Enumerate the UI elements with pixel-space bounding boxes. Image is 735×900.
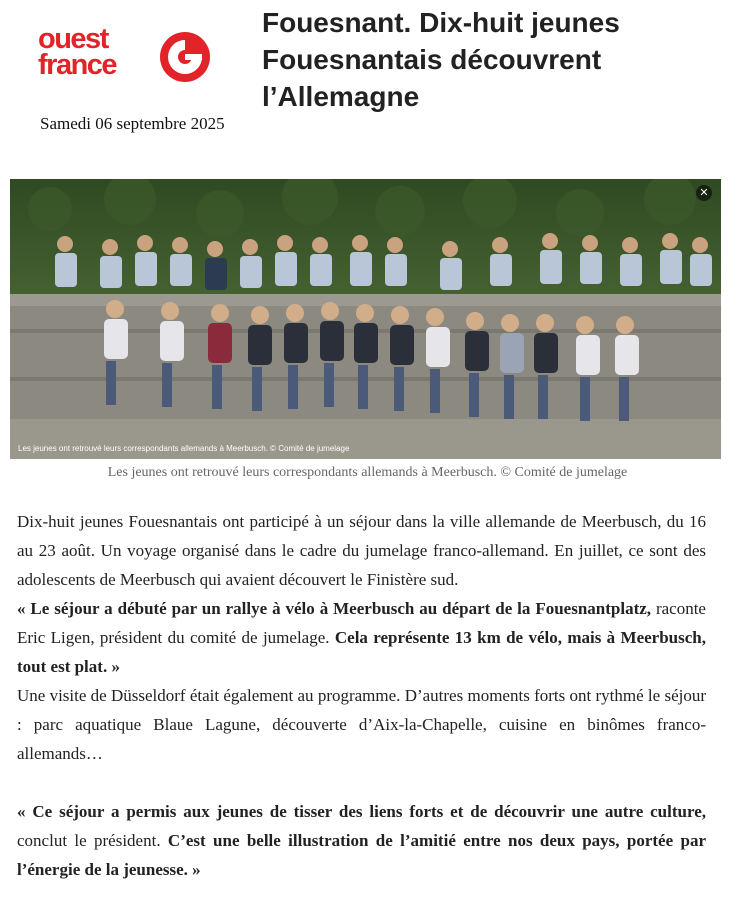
photo-overlay-caption: Les jeunes ont retrouvé leurs correspondants allemands à Meerbusch. © Comité de jumelage [18, 444, 350, 453]
quote-2b: C’est une belle illustration de l’amitié entre nos deux pays, portée par l’énergie de la jeunesse. » [17, 831, 706, 879]
publication-date: Samedi 06 septembre 2025 [40, 114, 225, 133]
photo-caption: Les jeunes ont retrouvé leurs correspondants allemands à Meerbusch. © Comité de jumelage [107, 465, 628, 480]
article-title: Fouesnant. Dix-huit jeunes Fouesnantais découvrent l’Allemagne [262, 7, 620, 112]
quote-1b: Cela représente 13 km de vélo, mais à Meerbusch, tout est plat. » [17, 628, 706, 676]
article-photo [10, 179, 721, 459]
logo-line-1: ouest [38, 23, 108, 55]
paragraph-3: Une visite de Düsseldorf était également au programme. D’autres moments forts ont rythmé le séjour : parc aquatique Blaue Lagune, découverte d’Aix-la-Chapelle, cuisine en binômes franco-allemands… [17, 686, 706, 763]
article-body [17, 507, 706, 884]
paragraph-2 [17, 594, 706, 681]
paragraph-4 [17, 797, 706, 884]
close-icon[interactable]: ✕ [696, 185, 712, 201]
logo-wordmark [38, 23, 117, 81]
logo-line-2: france [38, 49, 117, 81]
quote-2-attribution: conclut le président. [17, 831, 168, 850]
quote-1a: « Le séjour a débuté par un rallye à vélo à Meerbusch au départ de la Fouesnantplatz, [17, 599, 652, 618]
paragraph-1: Dix-huit jeunes Fouesnantais ont participé à un séjour dans la ville allemande de Meerbusch, du 16 au 23 août. Un voyage organisé dans le cadre du jumelage franco-allemand. En juillet, ce sont des adolescents de Meerbusch qui avaient découvert le Finistère sud. [17, 512, 706, 589]
quote-1-attribution: raconte Eric Ligen, président du comité de jumelage. [17, 599, 706, 647]
group-photo-illustration [10, 179, 721, 459]
logo-circle-icon [160, 32, 210, 82]
quote-2a: « Ce séjour a permis aux jeunes de tisser des liens forts et de découvrir une autre culture, [17, 802, 706, 821]
ouest-france-logo [38, 23, 213, 88]
paragraph-spacer [17, 768, 706, 797]
